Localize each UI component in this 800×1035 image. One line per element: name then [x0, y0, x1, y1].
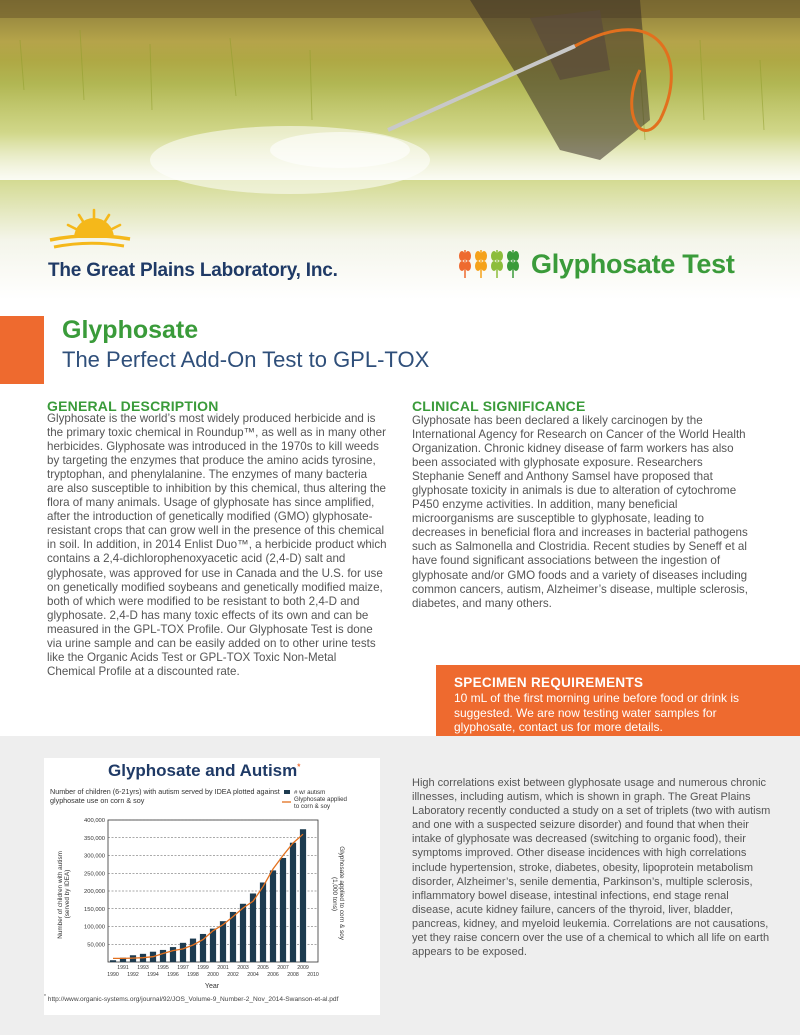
x-tick-label: 1999 — [197, 965, 209, 971]
specimen-requirements-box — [436, 665, 800, 744]
y-tick-label: 400,000 — [84, 818, 105, 824]
x-tick-label: 1991 — [117, 965, 129, 971]
x-tick-label: 2001 — [217, 965, 229, 971]
sun-logo — [44, 206, 134, 254]
chart-footnote: * http://www.organic-systems.org/journal/92/JOS_Volume-9_Number-2_Nov_2014-Swanson-et-al.pdf — [44, 994, 339, 1004]
x-tick-label: 2005 — [257, 965, 269, 971]
x-tick-label: 1993 — [137, 965, 149, 971]
autism-bar — [300, 829, 306, 962]
x-tick-label: 2007 — [277, 965, 289, 971]
x-tick-label: 1998 — [187, 972, 199, 978]
specimen-text: 10 mL of the first morning urine before food or drink is suggested. We are now testing water samples for glyphosate, contact us for more details. — [454, 691, 740, 734]
autism-bar — [160, 950, 166, 962]
autism-bar — [250, 893, 256, 962]
x-tick-label: 2002 — [227, 972, 239, 978]
page-title: Glyphosate — [62, 316, 199, 344]
y-axis-label: Number of children with autism (served by IDEA) — [57, 851, 71, 939]
wheat-icon — [456, 246, 526, 280]
autism-bar — [240, 904, 246, 962]
y-tick-label: 300,000 — [84, 853, 105, 860]
x-tick-label: 1990 — [107, 972, 119, 978]
general-description-heading: GENERAL DESCRIPTION — [47, 398, 219, 414]
chart-subtitle: Number of children (6-21yrs) with autism served by IDEA plotted against glyphosate use on corn & soy — [50, 787, 280, 805]
x-tick-label: 1997 — [177, 965, 189, 971]
test-name: Glyphosate Test — [531, 249, 735, 279]
y-tick-label: 250,000 — [84, 871, 105, 878]
specimen-heading: SPECIMEN REQUIREMENTS — [454, 675, 644, 690]
y-tick-label: 350,000 — [84, 835, 105, 842]
autism-bar — [270, 870, 276, 962]
x-tick-label: 2009 — [297, 965, 309, 971]
x-tick-label: 2010 — [307, 972, 319, 978]
orange-accent-bar — [0, 316, 44, 384]
x-tick-label: 1995 — [157, 965, 169, 971]
x-axis-label: Year — [204, 983, 220, 990]
legend-bars-swatch — [284, 790, 290, 794]
general-description-text: Glyphosate is the world’s most widely produced herbicide and is the primary toxic chemical in Roundup™, as well as in many other herbicides. Glyphosate was introduced in the 1970s to kill weeds by targeting the enzymes that produce the amino acids tyrosine, tryptophan, and phenylalanine. The enzymes of many bacteria are also susceptible to inhibition by this chemical, thus altering the flora of many animals. Usage of glyphosate has since amplified, after the introduction of genetically modified (GMO) glyphosate-resistant crops that can grow well in the presence of this chemical in soil. In addition, in 2014 Enlist Duo™, a herbicide product which contains a 2,4-dichlorophenoxyacetic acid (2,4-D) salt and glyphosate, was approved for use in Canada and the U.S. for use on genetically modified soybeans and genetically modified maize, both of which were modified to be resistant to both 2,4-D and glyphosate. 2,4-D has many toxic effects of its own and can be measured in the GPL-TOX Profile. Our Glyphosate Test is done via urine sample and can be easily added on to other urine tests like the Organic Acids Test or GPL-TOX Toxic Non-Metal Chemical Profile at a discounted rate. — [47, 412, 387, 678]
y-tick-label: 100,000 — [84, 924, 105, 931]
autism-bar — [290, 843, 296, 962]
autism-bar — [260, 882, 266, 962]
legend-line-label: Glyphosate applied to corn & soy — [294, 796, 347, 810]
y-tick-label: 200,000 — [84, 889, 105, 895]
page-subtitle: The Perfect Add-On Test to GPL-TOX — [62, 347, 430, 372]
x-tick-label: 2008 — [287, 972, 299, 978]
x-tick-label: 2004 — [247, 972, 259, 978]
autism-bar — [210, 929, 216, 962]
x-tick-label: 1994 — [147, 972, 159, 978]
y-tick-label: 50,000 — [87, 942, 105, 949]
x-tick-label: 1992 — [127, 972, 139, 978]
y2-axis-label: Glyphosate applied to corn & soy (1,000 tons) — [331, 846, 345, 941]
chart-title: Glyphosate and Autism* — [108, 761, 301, 780]
lab-name: The Great Plains Laboratory, Inc. — [48, 260, 338, 281]
autism-bar — [180, 943, 186, 962]
autism-glyphosate-chart — [44, 787, 380, 994]
x-tick-label: 1996 — [167, 972, 179, 978]
autism-bar — [170, 947, 176, 962]
autism-bar — [220, 921, 226, 962]
autism-bar — [110, 960, 116, 962]
correlation-text: High correlations exist between glyphosate usage and numerous chronic illnesses, including autism, which is shown in graph. The Great Plains Laboratory recently conducted a study on a set of triplets (two with autism and one with a suspected seizure disorder) and found that when their intake of glyphosate was decreased (switching to organic food), their symptoms improved. Other disease incidences with high correlations include hypertension, stroke, diabetes, obesity, lipoprotein metabolism disorder, Alzheimer’s, senile dementia, Parkinson’s, multiple sclerosis, inflammatory bowel disease, intestinal infections, end stage renal disease, acute kidney failure, cancers of the thyroid, liver, bladder, pancreas, kidney, and myeloid leukemia. Correlations are not causations, yet they raise concern over the use of a chemical to which all life on earth appears to be exposed. — [412, 777, 771, 959]
legend-bars-label: # w/ autism — [294, 790, 326, 796]
autism-bar — [190, 939, 196, 962]
clinical-significance-heading: CLINICAL SIGNIFICANCE — [412, 398, 586, 414]
x-tick-label: 2000 — [207, 972, 219, 978]
y-tick-label: 150,000 — [84, 906, 105, 913]
autism-bar — [230, 912, 236, 962]
clinical-significance-text: Glyphosate has been declared a likely carcinogen by the International Agency for Research on Cancer of the World Health Organization. Chronic kidney disease of farm workers has also been associated with glyphosate exposure. Researchers Stephanie Seneff and Anthony Samsel have proposed that glyphosate toxicity in animals is due to alteration of cytochrome P450 enzyme activities. In addition, many beneficial microorganisms are susceptible to glyphosate, leading to decreases in beneficial flora and increases in bacterial pathogens such as Salmonella and Clostridia. Recent studies by Seneff et al have found significant associations between the ingestion of glyphosate and/or GMO foods and a variety of diseases including common cancers, autism, Alzheimer’s disease, multiple sclerosis, diabetes, and many others. — [412, 414, 748, 610]
x-tick-label: 2006 — [267, 972, 279, 978]
autism-bar — [280, 858, 286, 962]
x-tick-label: 2003 — [237, 965, 249, 971]
